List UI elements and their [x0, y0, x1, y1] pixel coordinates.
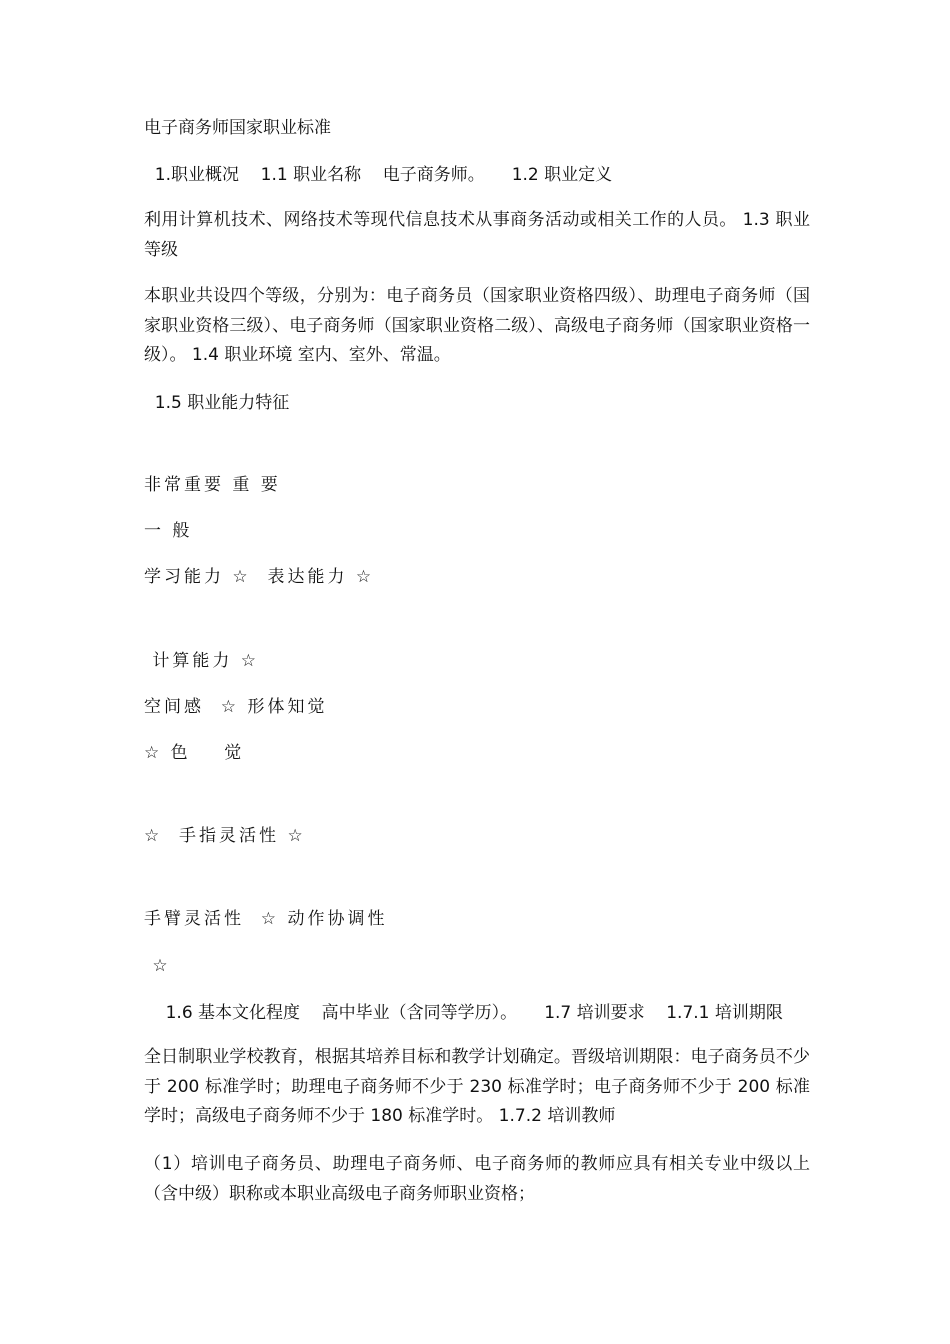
ability-spatial-form: 空间感 ☆ 形体知觉	[144, 697, 328, 717]
paragraph-ability-heading: 1.5 职业能力特征	[144, 393, 290, 413]
ability-legend-importance: 非常重要 重 要	[144, 475, 281, 495]
ability-star-mark: ☆	[144, 956, 171, 976]
paragraph-training-period: 全日制职业学校教育，根据其培养目标和教学计划确定。晋级培训期限：电子商务员不少于 200 标准学时；助理电子商务师不少于 230 标准学时；电子商务师不少于 200 标准学时；高级电子商务师不少于 180 标准学时。 1.7.2 培训教师	[144, 1047, 810, 1126]
paragraph-occupation-levels: 本职业共设四个等级，分别为：电子商务员（国家职业资格四级）、助理电子商务师（国家职业资格三级）、电子商务师（国家职业资格二级）、高级电子商务师（国家职业资格一级）。 1.4 职业环境 室内、室外、常温。	[144, 286, 810, 365]
ability-arm-coordination: 手臂灵活性 ☆ 动作协调性	[144, 909, 388, 929]
paragraph-occupation-definition: 利用计算机技术、网络技术等现代信息技术从事商务活动或相关工作的人员。 1.3 职业等级	[144, 210, 810, 260]
ability-color: ☆ 色 觉	[144, 743, 245, 763]
document-title: 电子商务师国家职业标准	[144, 118, 331, 138]
paragraph-education-training: 1.6 基本文化程度 高中毕业（含同等学历）。 1.7 培训要求 1.7.1 培训期限	[144, 1003, 783, 1023]
ability-finger-dexterity: ☆ 手指灵活性 ☆	[144, 826, 306, 846]
paragraph-training-teachers: （1）培训电子商务员、助理电子商务师、电子商务师的教师应具有相关专业中级以上（含中级）职称或本职业高级电子商务师职业资格；	[144, 1154, 810, 1204]
ability-legend-general: 一 般	[144, 521, 193, 541]
paragraph-occupation-overview: 1.职业概况 1.1 职业名称 电子商务师。 1.2 职业定义	[144, 165, 613, 185]
ability-calculation: 计算能力 ☆	[144, 651, 260, 671]
ability-learning-expression: 学习能力 ☆ 表达能力 ☆	[144, 567, 375, 587]
